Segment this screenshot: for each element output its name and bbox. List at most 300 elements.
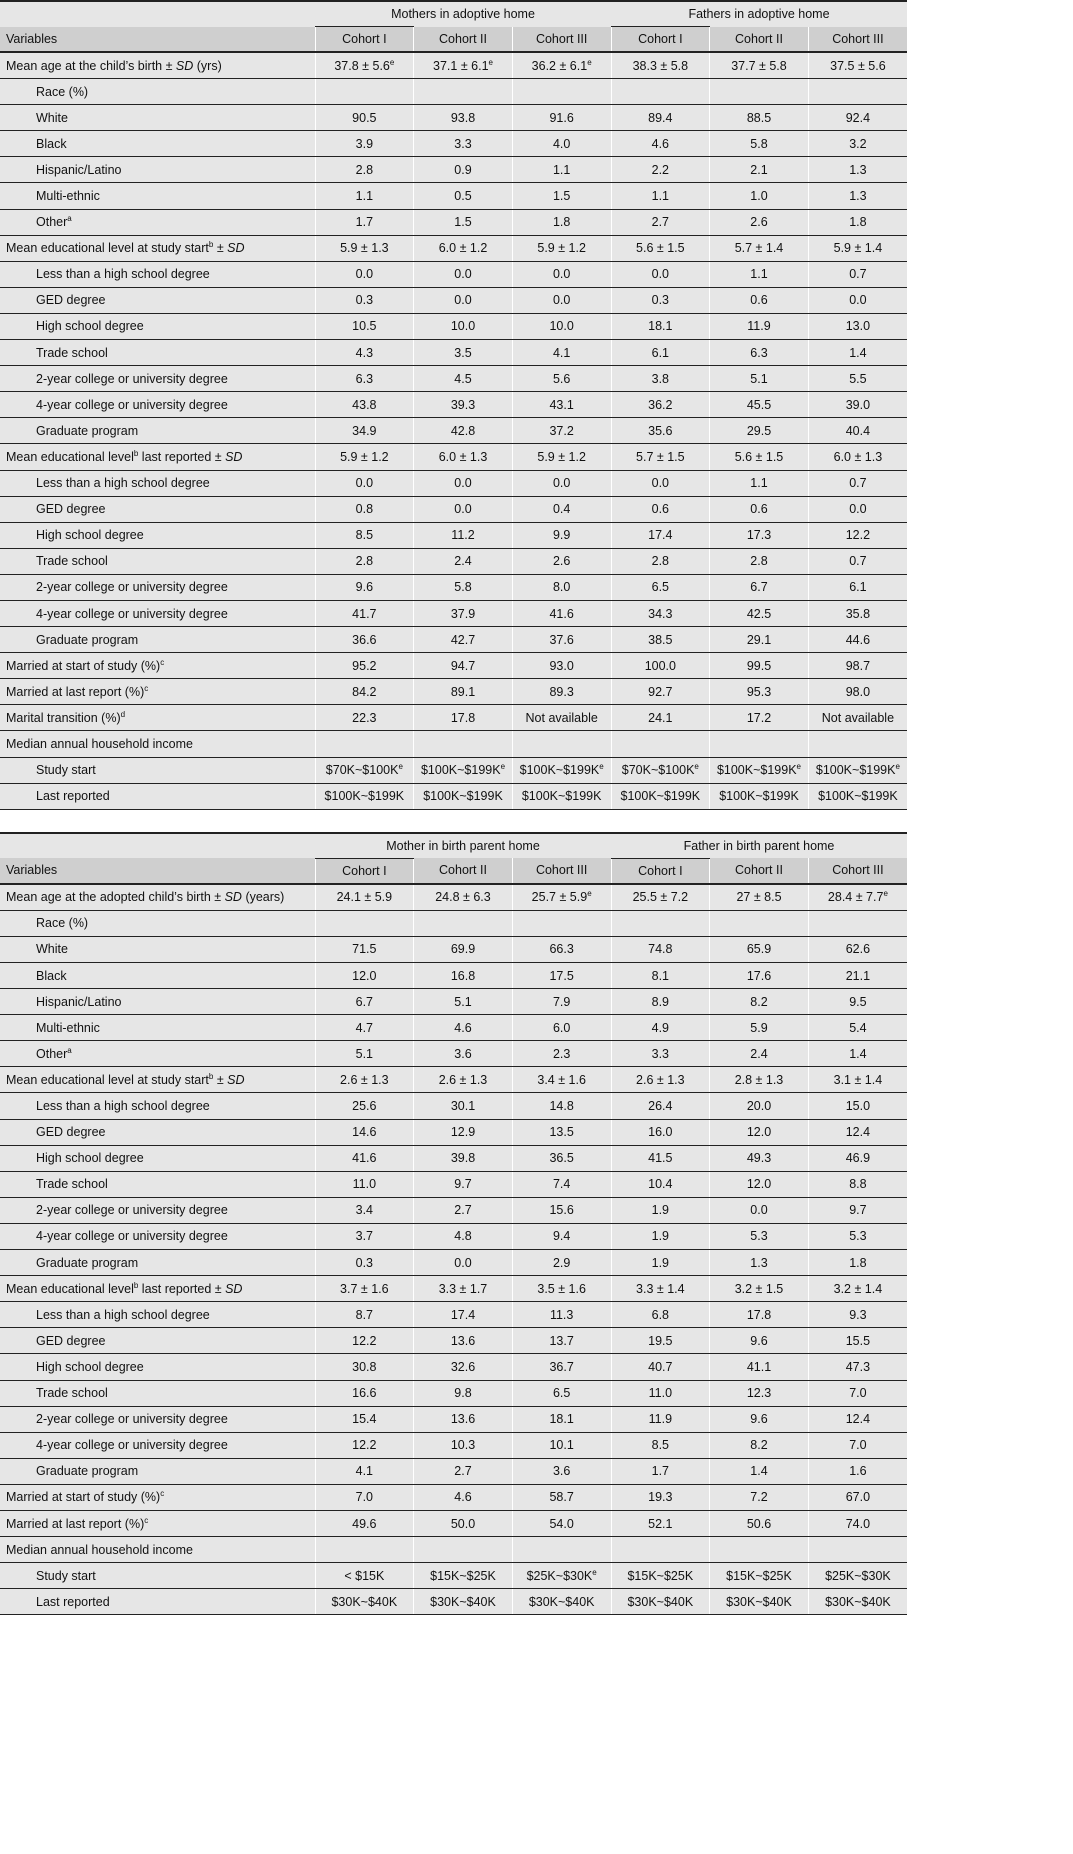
row-label	[0, 157, 315, 183]
cell-value: 3.5 ± 1.6	[537, 1281, 586, 1296]
cell-value: 36.2 ± 6.1	[531, 58, 588, 73]
table-cell	[512, 261, 611, 287]
cell-value: 42.8	[450, 423, 476, 438]
cell-value: 20.0	[746, 1099, 772, 1114]
cell-value: 1.3	[750, 1255, 768, 1270]
cell-value: 30.8	[352, 1359, 377, 1374]
table-row	[0, 989, 907, 1015]
table-cell	[414, 1015, 513, 1041]
cell-value: 10.5	[352, 319, 377, 334]
table-cell	[710, 1015, 809, 1041]
cell-value: 13.5	[549, 1125, 574, 1140]
cell-value: 25.7 ± 5.9	[531, 890, 588, 905]
table-cell	[808, 653, 907, 679]
cell-value: 0.9	[454, 162, 472, 177]
table-cell	[315, 1197, 414, 1223]
cell-value: 3.7 ± 1.6	[340, 1281, 389, 1296]
cell-value: 4.1	[355, 1464, 374, 1479]
cell-value: 39.0	[845, 397, 871, 412]
table-cell	[808, 287, 907, 313]
table-cell	[315, 627, 414, 653]
cell-value: 11.3	[549, 1307, 574, 1322]
table-cell	[710, 757, 809, 783]
table-row	[0, 1406, 907, 1432]
row-label	[0, 1432, 315, 1458]
table-cell	[710, 131, 809, 157]
cell-value: 19.3	[648, 1490, 673, 1505]
table-cell	[414, 1563, 513, 1589]
table-cell	[414, 183, 513, 209]
row-label	[0, 783, 315, 809]
table-cell	[414, 627, 513, 653]
cell-value: 1.1	[355, 189, 374, 204]
cell-value: 9.9	[552, 528, 571, 543]
table-row	[0, 157, 907, 183]
table-cell	[315, 1354, 414, 1380]
table-row	[0, 963, 907, 989]
cohort-header: Cohort III	[808, 858, 907, 884]
cell-value: 36.5	[549, 1151, 574, 1166]
table-cell	[315, 1406, 414, 1432]
cell-value: 5.9 ± 1.2	[340, 449, 389, 464]
cell-value: 8.2	[750, 994, 768, 1009]
row-label-text: Graduate program	[36, 632, 139, 647]
cell-value: 8.9	[651, 994, 670, 1009]
cell-value: 50.0	[450, 1516, 476, 1531]
table-cell	[512, 183, 611, 209]
table-cell	[315, 1510, 414, 1536]
table-cell	[315, 989, 414, 1015]
cell-value: 9.5	[849, 994, 867, 1009]
cell-value: 1.5	[454, 215, 472, 230]
table-cell	[611, 705, 710, 731]
row-label-text: 4-year college or university degree	[36, 397, 228, 412]
cell-value: 27 ± 8.5	[736, 890, 782, 905]
cell-value: 0.6	[750, 293, 768, 308]
table-cell	[512, 1223, 611, 1249]
cell-value: 11.2	[451, 528, 475, 543]
table-cell	[710, 157, 809, 183]
row-label-text: Marital transition (%)	[6, 710, 121, 725]
table-cell	[710, 574, 809, 600]
table-cell	[611, 910, 710, 936]
table-cell	[611, 963, 710, 989]
cell-value: $25K~$30K	[526, 1568, 593, 1583]
cell-value: 91.6	[549, 110, 574, 125]
cell-value: $30K~$40K	[825, 1594, 891, 1609]
cell-value: 4.7	[355, 1020, 374, 1035]
table-cell	[611, 1067, 710, 1093]
sd-italic: SD	[227, 1072, 245, 1087]
cell-value: 1.9	[651, 1229, 670, 1244]
table-cell	[611, 1380, 710, 1406]
table-cell	[315, 548, 414, 574]
cell-value: 4.0	[552, 136, 571, 151]
table-cell	[512, 1093, 611, 1119]
cell-value: 3.3	[454, 136, 472, 151]
table-cell	[808, 261, 907, 287]
table-cell	[315, 1250, 414, 1276]
table-cell	[414, 157, 513, 183]
cohort-header: Cohort I	[315, 27, 414, 53]
table-cell	[710, 1484, 809, 1510]
table-cell	[512, 496, 611, 522]
row-label-text: Last reported	[36, 789, 110, 804]
row-label	[0, 340, 315, 366]
cell-value: 0.7	[849, 554, 867, 569]
footnote-marker: a	[67, 213, 72, 223]
cell-value: 2.6 ± 1.3	[340, 1072, 389, 1087]
table-cell	[414, 105, 513, 131]
table-cell	[414, 496, 513, 522]
table-cell	[315, 522, 414, 548]
cell-value: 25.5 ± 7.2	[632, 890, 689, 905]
table-cell	[315, 392, 414, 418]
group-header: Father in birth parent home	[611, 833, 907, 859]
sd-italic: SD	[225, 449, 243, 464]
cell-value: $100K~$199K	[420, 763, 501, 778]
table-cell	[611, 1171, 710, 1197]
row-label	[0, 470, 315, 496]
cell-value: 0.3	[355, 293, 374, 308]
cell-value: 5.8	[750, 136, 768, 151]
table-cell	[315, 1302, 414, 1328]
cell-value: 6.5	[651, 580, 670, 595]
table-cell	[710, 1119, 809, 1145]
cell-value: 16.0	[648, 1125, 673, 1140]
cell-value: 29.5	[746, 423, 772, 438]
cell-value: 52.1	[648, 1516, 673, 1531]
table-cell	[808, 1563, 907, 1589]
table-cell	[512, 653, 611, 679]
cell-value: 2.4	[750, 1046, 768, 1061]
cell-value: 8.1	[651, 968, 670, 983]
table-cell	[710, 783, 809, 809]
cell-value: 13.0	[845, 319, 871, 334]
cell-value: 0.0	[849, 293, 867, 308]
row-label-text: 2-year college or university degree	[36, 580, 228, 595]
cell-value: 1.0	[750, 189, 768, 204]
row-label-text: GED degree	[36, 1333, 106, 1348]
cohort-header: Cohort III	[512, 858, 611, 884]
cell-value: 1.8	[849, 215, 867, 230]
table-cell	[414, 444, 513, 470]
table-cell	[611, 79, 710, 105]
table-cell	[315, 1380, 414, 1406]
row-label	[0, 1093, 315, 1119]
table-cell	[710, 470, 809, 496]
row-label-text: Less than a high school degree	[36, 1307, 210, 1322]
cell-value: 2.7	[651, 215, 670, 230]
table-cell	[808, 548, 907, 574]
cell-value: 24.1	[648, 710, 673, 725]
row-label	[0, 963, 315, 989]
cell-value: 22.3	[352, 710, 377, 725]
row-label-text: Trade school	[36, 554, 108, 569]
table-cell	[414, 1145, 513, 1171]
table-cell	[512, 1380, 611, 1406]
row-label-text: Other	[36, 215, 68, 230]
table-cell	[414, 1067, 513, 1093]
table-cell	[808, 731, 907, 757]
table-cell	[315, 105, 414, 131]
table-cell	[611, 444, 710, 470]
table-cell	[611, 627, 710, 653]
footnote-marker: e	[599, 761, 604, 771]
cell-value: 0.6	[651, 502, 670, 517]
table-cell	[512, 131, 611, 157]
cell-value: 89.3	[549, 684, 574, 699]
row-label	[0, 1458, 315, 1484]
table-cell	[710, 1432, 809, 1458]
table-cell	[512, 705, 611, 731]
table-cell	[611, 1276, 710, 1302]
table-cell	[808, 470, 907, 496]
table-cell	[611, 1458, 710, 1484]
table-row	[0, 1484, 907, 1510]
row-label	[0, 1250, 315, 1276]
cell-value: $70K~$100K	[621, 763, 695, 778]
table-cell	[808, 131, 907, 157]
cell-value: 95.3	[746, 684, 772, 699]
row-label	[0, 1406, 315, 1432]
footnote-marker: e	[587, 889, 592, 899]
table-cell	[808, 52, 907, 79]
row-label	[0, 1145, 315, 1171]
cell-value: 1.4	[750, 1464, 768, 1479]
cell-value: 5.5	[849, 371, 867, 386]
row-label	[0, 1041, 315, 1067]
table-cell	[414, 757, 513, 783]
table-cell	[512, 444, 611, 470]
cell-value: 1.8	[552, 215, 571, 230]
table-cell	[611, 1093, 710, 1119]
row-label-text: Race (%)	[36, 916, 89, 931]
table-cell	[512, 366, 611, 392]
row-label	[0, 679, 315, 705]
table-cell	[512, 1171, 611, 1197]
table-cell	[315, 1223, 414, 1249]
table-cell	[414, 392, 513, 418]
cell-value: 10.1	[549, 1438, 574, 1453]
table-cell	[808, 627, 907, 653]
row-label-text: Married at last report (%)	[6, 684, 145, 699]
table-cell	[611, 1328, 710, 1354]
table-cell	[710, 627, 809, 653]
cell-value: 6.3	[355, 371, 374, 386]
table-cell	[414, 548, 513, 574]
table-row	[0, 884, 907, 911]
cell-value: $100K~$199K	[423, 789, 503, 804]
table-row	[0, 105, 907, 131]
footnote-marker: e	[587, 57, 592, 67]
cell-value: 36.7	[549, 1359, 574, 1374]
cell-value: 11.0	[648, 1386, 673, 1401]
data-table-1	[0, 0, 907, 810]
table-cell	[710, 1276, 809, 1302]
table-cell	[414, 366, 513, 392]
table-cell	[512, 884, 611, 911]
row-label	[0, 261, 315, 287]
cell-value: 37.9	[450, 606, 476, 621]
table-cell	[710, 1145, 809, 1171]
footnote-marker: e	[500, 761, 506, 771]
cohort-header: Cohort I	[611, 858, 710, 884]
cell-value: 2.1	[750, 162, 768, 177]
cell-value: 5.9	[750, 1020, 768, 1035]
table-cell	[512, 783, 611, 809]
sd-italic: SD	[175, 58, 194, 73]
table-row	[0, 340, 907, 366]
cell-value: 5.6 ± 1.5	[636, 241, 685, 256]
table-row	[0, 1145, 907, 1171]
row-label-tail: last reported ± SD	[138, 1281, 243, 1296]
cell-value: 9.7	[454, 1177, 472, 1192]
footnote-marker: b	[133, 448, 139, 458]
table-row	[0, 522, 907, 548]
table-cell	[808, 1406, 907, 1432]
cell-value: 84.2	[352, 684, 377, 699]
table-cell	[512, 936, 611, 962]
footnote-marker: c	[160, 657, 165, 667]
data-table-2	[0, 832, 907, 1616]
table-cell	[808, 1015, 907, 1041]
table-cell	[512, 600, 611, 626]
table-cell	[512, 1145, 611, 1171]
cell-value: 4.9	[651, 1020, 670, 1035]
table-cell	[315, 1458, 414, 1484]
table-cell	[611, 1015, 710, 1041]
table-cell	[512, 79, 611, 105]
footnote-marker: b	[208, 240, 214, 250]
cell-value: 7.0	[355, 1490, 374, 1505]
table-cell	[808, 989, 907, 1015]
table-cell	[414, 418, 513, 444]
table-cell	[808, 1093, 907, 1119]
table-row	[0, 235, 907, 261]
table-cell	[808, 1223, 907, 1249]
row-label	[0, 600, 315, 626]
cell-value: $100K~$199K	[521, 789, 602, 804]
table-cell	[512, 1458, 611, 1484]
table-cell	[611, 1406, 710, 1432]
table-cell	[512, 989, 611, 1015]
table-cell	[315, 313, 414, 339]
table-cell	[710, 496, 809, 522]
table-cell	[512, 392, 611, 418]
table-cell	[808, 1067, 907, 1093]
cell-value: 11.9	[747, 319, 771, 334]
table-cell	[611, 1145, 710, 1171]
table-row	[0, 183, 907, 209]
table-cell	[611, 261, 710, 287]
table-cell	[611, 392, 710, 418]
cell-value: 3.6	[552, 1464, 571, 1479]
table-cell	[710, 963, 809, 989]
table-cell	[414, 1484, 513, 1510]
cell-value: 37.5 ± 5.6	[830, 58, 886, 73]
cell-value: Not available	[821, 710, 895, 725]
footnote-marker: a	[67, 1045, 72, 1055]
table-cell	[414, 1380, 513, 1406]
row-label-text: Married at start of study (%)	[6, 658, 161, 673]
table-cell	[710, 235, 809, 261]
cell-value: 8.8	[849, 1177, 867, 1192]
table-cell	[808, 705, 907, 731]
table-cell	[611, 522, 710, 548]
cell-value: 29.1	[746, 632, 772, 647]
row-label	[0, 1510, 315, 1536]
table-cell	[808, 884, 907, 911]
row-label-text: GED degree	[36, 502, 106, 517]
table-row	[0, 313, 907, 339]
table-row	[0, 1015, 907, 1041]
cell-value: 41.7	[352, 606, 377, 621]
table-cell	[611, 653, 710, 679]
cell-value: 17.4	[450, 1307, 476, 1322]
table-row	[0, 1302, 907, 1328]
row-label	[0, 884, 315, 911]
table-cell	[414, 1302, 513, 1328]
row-label-tail: last reported ± SD	[138, 449, 243, 464]
table-cell	[710, 79, 809, 105]
cell-value: 40.4	[845, 423, 871, 438]
cell-value: 13.6	[450, 1412, 476, 1427]
table-cell	[315, 783, 414, 809]
cell-value: 88.5	[746, 110, 772, 125]
table-cell	[512, 1484, 611, 1510]
cell-value: 4.3	[355, 345, 374, 360]
cell-value: 9.6	[750, 1333, 768, 1348]
table-cell	[611, 1302, 710, 1328]
cell-value: 0.4	[552, 502, 571, 517]
table-cell	[414, 1250, 513, 1276]
cell-value: 0.0	[750, 1203, 768, 1218]
table-cell	[512, 1119, 611, 1145]
cell-value: 18.1	[549, 1412, 574, 1427]
table-cell	[315, 157, 414, 183]
table-cell	[315, 679, 414, 705]
cell-value: 1.1	[651, 189, 670, 204]
row-label-tail: ± SD	[213, 241, 245, 256]
row-label-text: 2-year college or university degree	[36, 371, 228, 386]
cell-value: 12.2	[352, 1438, 377, 1453]
table-cell	[611, 1510, 710, 1536]
row-label	[0, 79, 315, 105]
table-cell	[710, 936, 809, 962]
cell-value: 0.0	[454, 502, 472, 517]
cohort-header: Cohort III	[512, 27, 611, 53]
cell-value: 10.4	[648, 1177, 673, 1192]
cell-value: 4.5	[454, 371, 472, 386]
cell-value: $15K~$25K	[430, 1568, 496, 1583]
row-label	[0, 936, 315, 962]
cell-value: 5.1	[750, 371, 768, 386]
row-label-text: Mean age at the child’s birth ± SD (yrs)	[6, 58, 222, 73]
cell-value: 10.0	[450, 319, 476, 334]
row-label-text: Graduate program	[36, 423, 139, 438]
table-cell	[808, 496, 907, 522]
cell-value: 0.0	[651, 267, 670, 282]
cell-value: 17.8	[450, 710, 476, 725]
table-cell	[315, 1484, 414, 1510]
table-cell	[414, 52, 513, 79]
cell-value: 17.6	[746, 968, 772, 983]
cell-value: 12.2	[352, 1333, 377, 1348]
cell-value: 5.6	[552, 371, 571, 386]
table-cell	[710, 1537, 809, 1563]
cell-value: 7.2	[750, 1490, 768, 1505]
